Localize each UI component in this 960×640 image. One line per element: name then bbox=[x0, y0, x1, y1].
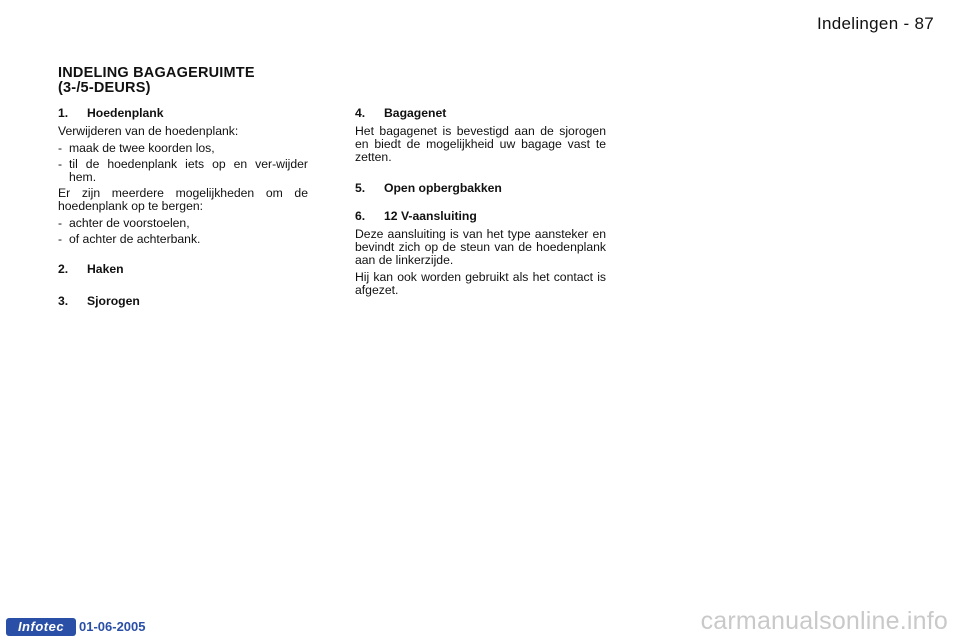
bullet-dash: - bbox=[58, 232, 63, 246]
item-number: 5. bbox=[355, 181, 366, 195]
item-6-heading bbox=[355, 210, 606, 223]
item-5-heading bbox=[355, 182, 606, 195]
footer-date: 01-06-2005 bbox=[79, 619, 146, 634]
item-6-text-1: Deze aansluiting is van het type aansteker en bevindt zich op de steun van de hoedenplank aan de linkerzijde. bbox=[355, 227, 606, 267]
page-header bbox=[817, 14, 934, 34]
heading-text: Open opbergbakken bbox=[384, 181, 502, 195]
item-1-intro: Verwijderen van de hoedenplank: bbox=[58, 124, 239, 138]
list-item bbox=[58, 142, 308, 155]
heading-text: Sjorogen bbox=[87, 294, 140, 308]
list-item bbox=[58, 233, 308, 246]
item-6-text-2: Hij kan ook worden gebruikt als het contact is afgezet. bbox=[355, 270, 606, 297]
bullet-text: maak de twee koorden los, bbox=[69, 141, 215, 155]
heading-text: Bagagenet bbox=[384, 106, 447, 120]
bullet-text: of achter de achterbank. bbox=[69, 232, 201, 246]
page-title bbox=[58, 66, 255, 96]
item-number: 2. bbox=[58, 262, 69, 276]
infotec-logo: Infotec bbox=[6, 618, 76, 636]
bullet-dash: - bbox=[58, 216, 63, 230]
page-number: 87 bbox=[914, 14, 934, 33]
heading-text: Haken bbox=[87, 262, 124, 276]
list-item bbox=[58, 158, 308, 184]
item-3-heading bbox=[58, 295, 308, 308]
item-2-heading bbox=[58, 263, 308, 276]
item-number: 1. bbox=[58, 106, 69, 120]
left-column bbox=[58, 107, 308, 313]
item-4-heading bbox=[355, 107, 606, 120]
item-1-heading bbox=[58, 107, 308, 120]
list-item bbox=[58, 217, 308, 230]
item-4-text: Het bagagenet is bevestigd aan de sjorogen en biedt de mogelijkheid uw bagage vast te zetten. bbox=[355, 124, 606, 164]
watermark: carmanualsonline.info bbox=[700, 607, 948, 635]
section-name: Indelingen bbox=[816, 14, 899, 33]
item-number: 4. bbox=[355, 106, 366, 120]
item-1-paragraph: Er zijn meerdere mogelijkheden om de hoedenplank op te bergen: bbox=[58, 186, 308, 213]
bullet-text: til de hoedenplank iets op en ver-wijder hem. bbox=[69, 157, 308, 184]
bullet-dash: - bbox=[58, 157, 63, 171]
item-number: 6. bbox=[355, 209, 366, 223]
spacer bbox=[58, 249, 308, 263]
heading-text: 12 V-aansluiting bbox=[384, 209, 477, 223]
header-separator: - bbox=[903, 14, 910, 33]
bullet-text: achter de voorstoelen, bbox=[69, 216, 190, 230]
title-line-2: (3-/5-DEURS) bbox=[58, 80, 151, 96]
item-number: 3. bbox=[58, 294, 69, 308]
right-column bbox=[355, 107, 606, 301]
bullet-dash: - bbox=[58, 141, 63, 155]
spacer bbox=[58, 281, 308, 295]
heading-text: Hoedenplank bbox=[87, 106, 164, 120]
spacer bbox=[355, 168, 606, 182]
title-line-1: INDELING BAGAGERUIMTE bbox=[58, 65, 255, 81]
